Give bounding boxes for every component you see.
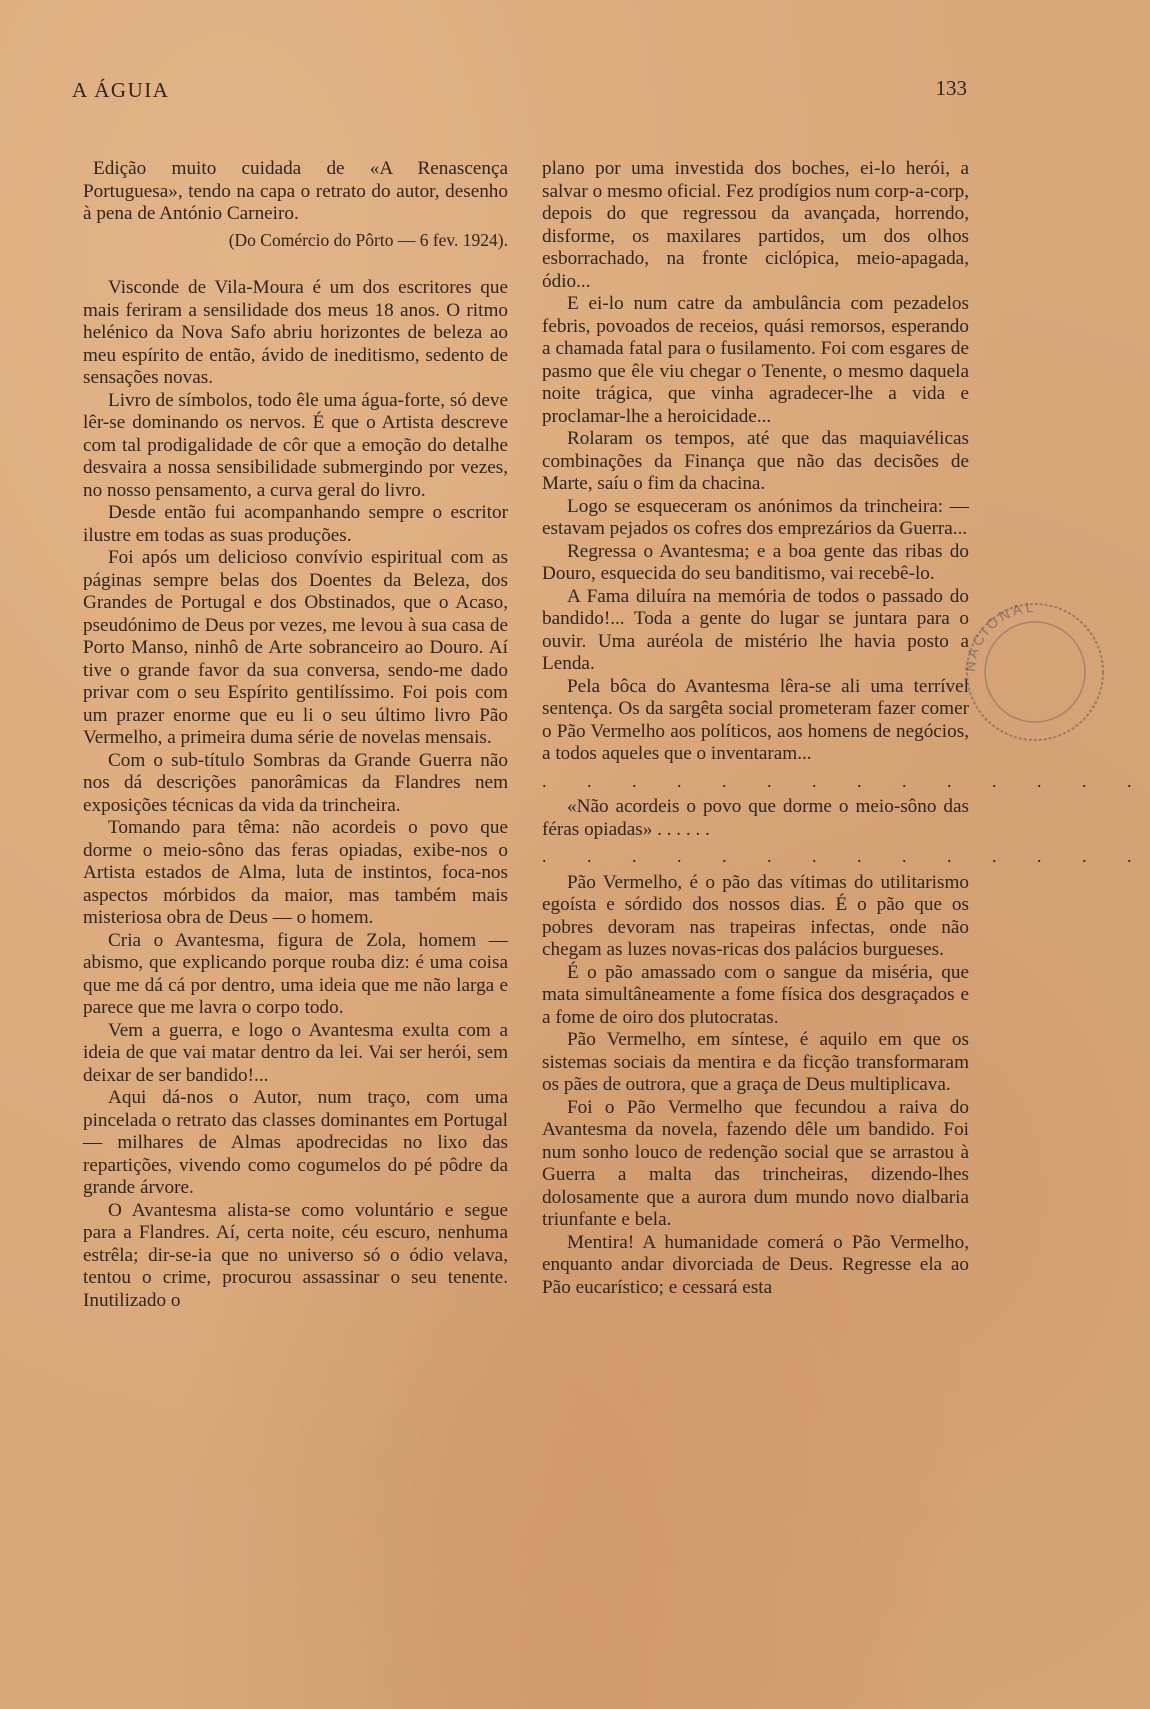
citation: (Do Comércio do Pôrto — 6 fev. 1924).: [228, 229, 508, 250]
paragraph: Pela bôca do Avantesma lêra-se ali uma terrível sentença. Os da sargêta social prometeram fazer comer o Pão Vermelho aos políticos, aos homens de negócios, a todos aqueles que o inventaram...: [542, 675, 969, 764]
paragraph: Pão Vermelho, é o pão das vítimas do utilitarismo egoísta e sórdido dos nossos dias. É o pão que os pobres devoram nas trapeiras infectas, onde não chegam as luzes novas-ricas dos palácios burgueses.: [542, 871, 969, 960]
paragraph: A Fama diluíra na memória de todos o passado do bandido!... Toda a gente do lugar se juntara para o ouvir. Uma auréola de mistério lhe havia posto a Lenda.: [542, 585, 969, 674]
paragraph: Foi após um delicioso convívio espiritual com as páginas sempre belas dos Doentes da Beleza, dos Grandes de Portugal e dos Obstinados, que o Acaso, pseudónimo de Deus por vezes, me levou à sua casa de Porto Manso, ninhô de Arte sobranceiro ao Douro. Aí tive o grande favor da sua conversa, sendo-me dado privar com o seu Espírito gentilíssimo. Foi pois com um prazer enorme que eu li o seu último livro Pão Vermelho, a primeira duma série de novelas mensais.: [83, 547, 508, 748]
ellipsis-row: . . . . . . . . . . . . . .: [542, 846, 1150, 866]
spacer: [83, 251, 508, 277]
paragraph: Com o sub-título Sombras da Grande Guerra não nos dá descrições panorâmicas da Flandres nem exposições técnicas da vida da trincheira.: [83, 749, 508, 816]
paragraph: plano por uma investida dos boches, ei-lo herói, a salvar o mesmo oficial. Fez prodígios num corp-a-corp, depois do que regressou da avançada, horrendo, disforme, os maxilares partidos, um dos olhos esborrachado, na fronte ciclópica, meio-apagada, ódio...: [542, 158, 969, 292]
page-header: [72, 78, 967, 108]
paragraph: O Avantesma alista-se como voluntário e segue para a Flandres. Aí, certa noite, céu escuro, nenhuma estrêla; dir-se-ia que no universo só o ódio velava, tentou o crime, procurou assassinar o seu tenente. Inutilizado o: [83, 1199, 508, 1311]
svg-text:NACIONAL: [962, 599, 1037, 673]
running-head: A ÁGUIA: [72, 78, 170, 102]
paragraph: Pão Vermelho, em síntese, é aquilo em que os sistemas sociais da mentira e da ficção transformaram os pães de outrora, que a graça de Deus multiplicava.: [542, 1029, 969, 1095]
library-stamp: [950, 582, 1120, 752]
left-column: [83, 158, 508, 1312]
paragraph: Edição muito cuidada de «A Renascença Portuguesa», tendo na capa o retrato do autor, desenho à pena de António Carneiro.: [83, 158, 508, 224]
paragraph: Logo se esqueceram os anónimos da trincheira: — estavam pejados os cofres dos emprezários da Guerra...: [542, 495, 969, 539]
quote: «Não acordeis o povo que dorme o meio-sôno das féras opiadas» . . . . . .: [542, 796, 969, 840]
paragraph: Mentira! A humanidade comerá o Pão Vermelho, enquanto andar divorciada de Deus. Regresse ela ao Pão eucarístico; e cessará esta: [542, 1231, 969, 1298]
paragraph: Rolaram os tempos, até que das maquiavélicas combinações da Finança que não das decisões de Marte, saíu o fim da chacina.: [542, 428, 969, 494]
paragraph: Aqui dá-nos o Autor, num traço, com uma pincelada o retrato das classes dominantes em Portugal — milhares de Almas apodrecidas no lixo das repartições, vivendo como cogumelos do pé pôdre da grande árvore.: [83, 1087, 508, 1198]
paragraph: Cria o Avantesma, figura de Zola, homem — abismo, que explicando porque rouba diz: é uma coisa que me dá cá por dentro, uma ideia que me não larga e parece que me lavra o corpo todo.: [83, 929, 508, 1018]
paragraph: É o pão amassado com o sangue da miséria, que mata simultâneamente a fome física dos desgraçados e a fome de oiro dos plutocratas.: [542, 961, 969, 1028]
paragraph: E ei-lo num catre da ambulância com pezadelos febris, povoados de receios, quási remorsos, esperando a chamada fatal para o fusilamento. Foi com esgares de pasmo que êle viu chegar o Tenente, o mesmo daquela noite trágica, que vinha agradecer-lhe a vida e proclamar-lhe a heroicidade...: [542, 293, 969, 427]
page-number: 133: [935, 76, 967, 100]
ellipsis-row: . . . . . . . . . . . . . .: [542, 770, 1150, 791]
stamp-text: NACIONAL: [961, 598, 1037, 673]
paragraph: Livro de símbolos, todo êle uma água-forte, só deve lêr-se dominando os nervos. É que o Artista descreve com tal prodigalidade de côr que a emoção do detalhe desvaira a nossa sensibilidade submergindo por vezes, no nosso pensamento, a curva geral do livro.: [83, 389, 508, 501]
paragraph: Vem a guerra, e logo o Avantesma exulta com a ideia de que vai matar dentro da lei. Vai ser herói, sem deixar de ser bandido!...: [83, 1019, 508, 1086]
paragraph: Regressa o Avantesma; e a boa gente das ribas do Douro, esquecida do seu banditismo, vai recebê-lo.: [542, 540, 969, 584]
paragraph: Foi o Pão Vermelho que fecundou a raiva do Avantesma da novela, fazendo dêle um bandido. Foi num sonho louco de redenção social que se arrastou à Guerra a malta das trincheiras, dizendo-lhes dolosamente que a aurora dum mundo novo dialbaria triunfante e bela.: [542, 1096, 969, 1230]
paragraph: Desde então fui acompanhando sempre o escritor ilustre em todas as suas produções.: [83, 502, 508, 546]
paragraph: Tomando para têma: não acordeis o povo que dorme o meio-sôno das feras opiadas, exibe-nos o Artista estados de Alma, luta de instintos, foca-nos aspectos mórbidos da maior, mas também mais misteriosa obra de Deus — o homem.: [83, 817, 508, 928]
paragraph: Visconde de Vila-Moura é um dos escritores que mais feriram a sensilidade dos meus 18 anos. O ritmo helénico da Nova Safo abriu horizontes de beleza ao meu espírito de então, ávido de ineditismo, sedento de sensações novas.: [83, 277, 508, 388]
